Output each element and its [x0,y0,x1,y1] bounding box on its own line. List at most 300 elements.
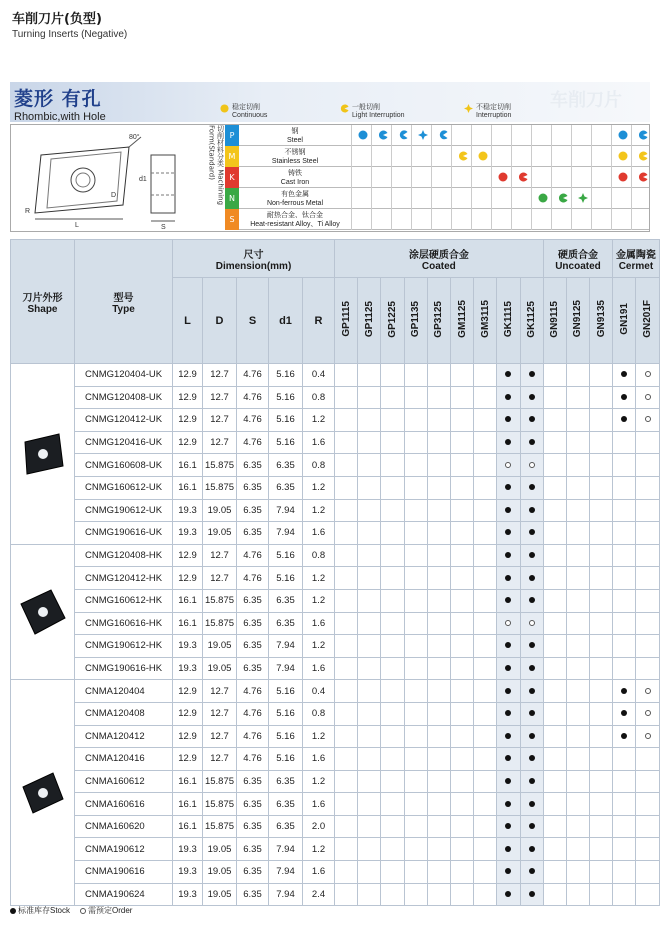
grade-cell [613,364,636,387]
dimension-cell: 1.6 [303,793,335,816]
dimension-cell: 5.16 [269,680,303,703]
material-grade-cell [611,209,631,230]
grade-cell [613,770,636,793]
material-row [225,209,649,230]
dimension-cell: 5.16 [269,386,303,409]
stable-cut-icon [220,104,229,113]
dimension-cell: 4.76 [237,544,269,567]
grade-cell [613,544,636,567]
grade-cell [613,815,636,838]
grade-cell [520,680,543,703]
dimension-cell: 16.1 [173,793,203,816]
order-ring-icon [645,371,651,377]
table-row [11,431,660,454]
grade-cell [497,364,520,387]
stock-dot-icon [529,710,535,716]
grade-cell [520,499,543,522]
material-grade-cell [411,167,431,188]
grade-cell [636,589,659,612]
dim-col-header: R [303,278,335,364]
material-grade-cell [451,125,471,146]
grade-cell [613,838,636,861]
grade-cell [497,635,520,658]
grade-cell [566,748,589,771]
grade-col-header: GN9135 [590,278,613,364]
grade-cell [381,635,404,658]
grade-cell [358,861,381,884]
grade-cell [474,883,497,906]
grade-cell [497,499,520,522]
grade-cell [427,883,450,906]
grade-cell [590,725,613,748]
light-interruption-icon [340,104,349,113]
dimension-cell: 0.4 [303,680,335,703]
dimension-cell: 6.35 [237,657,269,680]
interruption-icon [438,130,448,140]
light-interruption-icon [458,151,468,161]
material-grade-cell [411,146,431,167]
material-grade-cell [411,209,431,230]
grade-cell [636,793,659,816]
grade-cell [358,409,381,432]
grade-cell [381,409,404,432]
material-grade-cell [451,188,471,209]
grade-cell [566,589,589,612]
grade-cell [450,793,473,816]
material-grade-cell [471,188,491,209]
material-grade-cell [511,125,531,146]
order-ring-icon [645,710,651,716]
grade-cell [404,770,427,793]
grade-cell [358,499,381,522]
grade-col-header: GM3115 [474,278,497,364]
grade-cell [497,702,520,725]
material-grade-cell [591,209,611,230]
dimension-cell: 7.94 [269,657,303,680]
dimension-cell: 16.1 [173,770,203,793]
grade-cell [404,680,427,703]
stock-dot-icon [529,891,535,897]
dimension-cell: 7.94 [269,838,303,861]
material-grade-cell [451,167,471,188]
grade-cell [566,364,589,387]
page-title-cn: 车削刀片(负型) [12,12,102,27]
grade-cell [427,748,450,771]
dimension-cell: 19.05 [203,657,237,680]
dimension-cell: 19.05 [203,635,237,658]
grade-cell [543,770,566,793]
stock-dot-icon [621,710,627,716]
uncoated-header: 硬质合金 Uncoated [543,240,613,278]
grade-cell [543,883,566,906]
grade-cell [427,409,450,432]
grade-cell [450,364,473,387]
grade-cell [450,748,473,771]
grade-cell [520,431,543,454]
grade-cell [450,476,473,499]
dimension-cell: 6.35 [269,612,303,635]
material-grade-cell [491,209,511,230]
stock-dot-icon [505,755,511,761]
grade-cell [636,612,659,635]
material-row [225,125,649,146]
grade-cell [404,364,427,387]
grade-cell [636,364,659,387]
grade-cell [520,861,543,884]
stock-dot-icon [529,755,535,761]
grade-cell [590,702,613,725]
material-grade-cell [611,167,631,188]
grade-cell [474,657,497,680]
order-ring-icon [505,620,511,626]
dimension-cell: 19.05 [203,499,237,522]
grade-col-header: GK1125 [520,278,543,364]
grade-cell [450,883,473,906]
r-label: R [25,208,31,215]
dimension-cell: 4.76 [237,364,269,387]
dimension-cell: 6.35 [269,793,303,816]
table-row [11,815,660,838]
material-grade-cell [551,125,571,146]
type-cell: CNMG190612-HK [75,635,173,658]
grade-cell [381,725,404,748]
grade-cell [404,499,427,522]
grade-cell [427,544,450,567]
insert-drawing [11,125,207,231]
dim-col-header: D [203,278,237,364]
dimension-cell: 1.6 [303,657,335,680]
material-grade-cell [391,209,411,230]
dimension-cell: 1.6 [303,861,335,884]
dimension-cell: 6.35 [237,499,269,522]
type-cell: CNMG160616-HK [75,612,173,635]
grade-cell [335,567,358,590]
dimension-cell: 6.35 [237,454,269,477]
grade-cell [427,386,450,409]
grade-cell [404,815,427,838]
grade-cell [590,454,613,477]
dimension-cell: 6.35 [237,793,269,816]
dimension-cell: 6.35 [237,522,269,545]
stock-dot-icon [505,597,511,603]
stock-dot-icon [505,868,511,874]
stock-dot-icon [621,416,627,422]
table-row [11,725,660,748]
type-cell: CNMG120416-UK [75,431,173,454]
stock-dot-icon [621,394,627,400]
dimension-cell: 6.35 [269,589,303,612]
interruption-icon [418,130,428,140]
grade-cell [450,838,473,861]
insert-shape-image [11,364,75,545]
stable-cut-icon [478,151,488,161]
grade-cell [520,476,543,499]
material-name: 不锈钢 Stainless Steel [271,149,319,165]
dimension-cell: 19.05 [203,861,237,884]
stable-cut-icon [618,172,628,182]
dimension-cell: 6.35 [269,770,303,793]
stock-dot-icon [529,665,535,671]
grade-cell [566,702,589,725]
grade-cell [636,861,659,884]
dimension-cell: 0.8 [303,544,335,567]
grade-cell [404,725,427,748]
grade-cell [543,589,566,612]
grade-cell [404,702,427,725]
grade-cell [636,657,659,680]
stock-dot-icon [505,575,511,581]
dimension-cell: 1.6 [303,748,335,771]
dimension-cell: 0.8 [303,702,335,725]
grade-cell [381,883,404,906]
grade-cell [520,364,543,387]
table-row [11,838,660,861]
grade-cell [474,476,497,499]
dimension-cell: 1.2 [303,838,335,861]
material-grade-cell [551,167,571,188]
grade-cell [335,454,358,477]
grade-cell [520,725,543,748]
type-cell: CNMG190616-HK [75,657,173,680]
stock-dot-icon [505,778,511,784]
grade-cell [335,861,358,884]
grade-cell [427,793,450,816]
grade-cell [335,589,358,612]
grade-col-header: GP1135 [404,278,427,364]
table-row [11,364,660,387]
dimension-cell: 19.05 [203,838,237,861]
dimension-cell: 6.35 [237,770,269,793]
material-code-badge: N [225,188,239,209]
grade-cell [474,815,497,838]
material-grade-cell [391,188,411,209]
dimension-cell: 12.9 [173,409,203,432]
dimension-cell: 1.2 [303,409,335,432]
grade-cell [474,544,497,567]
dimension-cell: 7.94 [269,635,303,658]
grade-cell [566,793,589,816]
grade-cell [335,431,358,454]
grade-cell [590,657,613,680]
type-cell: CNMG160612-UK [75,476,173,499]
material-grade-cell [471,209,491,230]
type-cell: CNMA120416 [75,748,173,771]
type-cell: CNMA160612 [75,770,173,793]
dimension-cell: 19.3 [173,499,203,522]
grade-cell [427,612,450,635]
grade-cell [404,793,427,816]
material-grade-cell [511,209,531,230]
grade-cell [358,386,381,409]
grade-cell [404,431,427,454]
dimension-cell: 19.3 [173,861,203,884]
grade-cell [358,793,381,816]
cermet-header: 金属陶瓷 Cermet [613,240,659,278]
dimension-cell: 6.35 [269,815,303,838]
stock-dot-icon [505,529,511,535]
grade-cell [381,748,404,771]
dimension-cell: 0.8 [303,386,335,409]
grade-cell [543,657,566,680]
dimension-cell: 5.16 [269,364,303,387]
grade-cell [335,364,358,387]
grade-cell [450,861,473,884]
order-ring-icon [529,620,535,626]
order-ring-icon [529,462,535,468]
grade-cell [474,748,497,771]
page-title-en: Turning Inserts (Negative) [12,29,128,40]
grade-cell [381,567,404,590]
stock-dot-icon [505,733,511,739]
dimension-cell: 4.76 [237,386,269,409]
grade-cell [381,431,404,454]
grade-cell [381,657,404,680]
material-grade-cell [431,209,451,230]
stock-dot-icon [529,778,535,784]
grade-cell [381,815,404,838]
material-row [225,146,649,167]
grade-cell [450,702,473,725]
grade-cell [381,364,404,387]
type-header: 型号 Type [75,240,173,364]
grade-cell [381,544,404,567]
grade-cell [497,454,520,477]
grade-cell [335,680,358,703]
grade-cell [497,567,520,590]
material-code-badge: K [225,167,239,188]
dimension-cell: 1.6 [303,431,335,454]
type-cell: CNMG160608-UK [75,454,173,477]
interruption-icon [578,193,588,203]
grade-cell [543,635,566,658]
grade-cell [543,861,566,884]
dimension-cell: 16.1 [173,589,203,612]
grade-cell [358,748,381,771]
table-row [11,544,660,567]
material-grade-cell [431,188,451,209]
dim-col-header: L [173,278,203,364]
stock-dot-icon [505,665,511,671]
grade-cell [427,567,450,590]
grade-cell [543,612,566,635]
grade-cell [358,454,381,477]
grade-cell [335,702,358,725]
material-grade-cell [511,167,531,188]
grade-cell [590,589,613,612]
grade-cell [427,702,450,725]
grade-cell [636,770,659,793]
material-grade-cell [571,188,591,209]
material-grade-cell [411,125,431,146]
grade-cell [381,612,404,635]
material-grade-cell [351,188,371,209]
inserts-table [10,239,660,906]
material-grade-cell [551,146,571,167]
type-cell: CNMG120408-UK [75,386,173,409]
stock-dot-icon [505,891,511,897]
material-grade-cell [491,146,511,167]
stock-dot-icon [505,507,511,513]
grade-cell [450,680,473,703]
dimension-cell: 6.35 [237,476,269,499]
grade-cell [520,567,543,590]
insert-shape-image [11,680,75,906]
table-row [11,635,660,658]
grade-cell [590,838,613,861]
material-grade-cell [411,188,431,209]
grade-cell [636,499,659,522]
dimension-cell: 16.1 [173,612,203,635]
grade-cell [566,476,589,499]
dimension-cell: 6.35 [237,612,269,635]
table-row [11,770,660,793]
dimension-cell: 12.9 [173,364,203,387]
grade-cell [404,589,427,612]
section-title-cn: 菱形 有孔 [14,88,102,110]
dimension-cell: 12.9 [173,386,203,409]
grade-cell [590,499,613,522]
material-grade-cell [351,209,371,230]
grade-cell [381,793,404,816]
stock-dot-icon [529,529,535,535]
dimension-cell: 12.9 [173,725,203,748]
grade-col-header: GP1115 [335,278,358,364]
grade-cell [613,702,636,725]
dim-col-header: S [237,278,269,364]
grade-cell [474,770,497,793]
table-row [11,522,660,545]
dimension-cell: 4.76 [237,725,269,748]
l-label: L [75,222,79,229]
material-classification [10,124,650,232]
material-grade-cell [451,209,471,230]
grade-cell [566,838,589,861]
table-row [11,612,660,635]
grade-cell [335,409,358,432]
grade-cell [543,815,566,838]
grade-cell [636,386,659,409]
light-interruption-icon [558,193,568,203]
grade-cell [520,612,543,635]
stock-dot-icon [529,484,535,490]
grade-cell [497,748,520,771]
light-interruption-icon [378,130,388,140]
grade-cell [335,386,358,409]
grade-cell [590,409,613,432]
grade-cell [381,838,404,861]
grade-cell [590,431,613,454]
grade-cell [381,861,404,884]
interruption-icon [464,104,473,113]
grade-cell [358,883,381,906]
material-grade-cell [631,167,651,188]
grade-cell [497,657,520,680]
dimension-cell: 12.7 [203,431,237,454]
material-grade-cell [591,188,611,209]
dimension-cell: 1.2 [303,635,335,658]
grade-cell [543,431,566,454]
stock-dot-icon [505,823,511,829]
grade-cell [497,476,520,499]
dimension-cell: 12.7 [203,702,237,725]
material-grade-cell [551,188,571,209]
grade-cell [497,838,520,861]
grade-cell [335,476,358,499]
order-ring-icon [645,416,651,422]
grade-col-header: GN9125 [566,278,589,364]
grade-cell [335,544,358,567]
grade-cell [474,589,497,612]
